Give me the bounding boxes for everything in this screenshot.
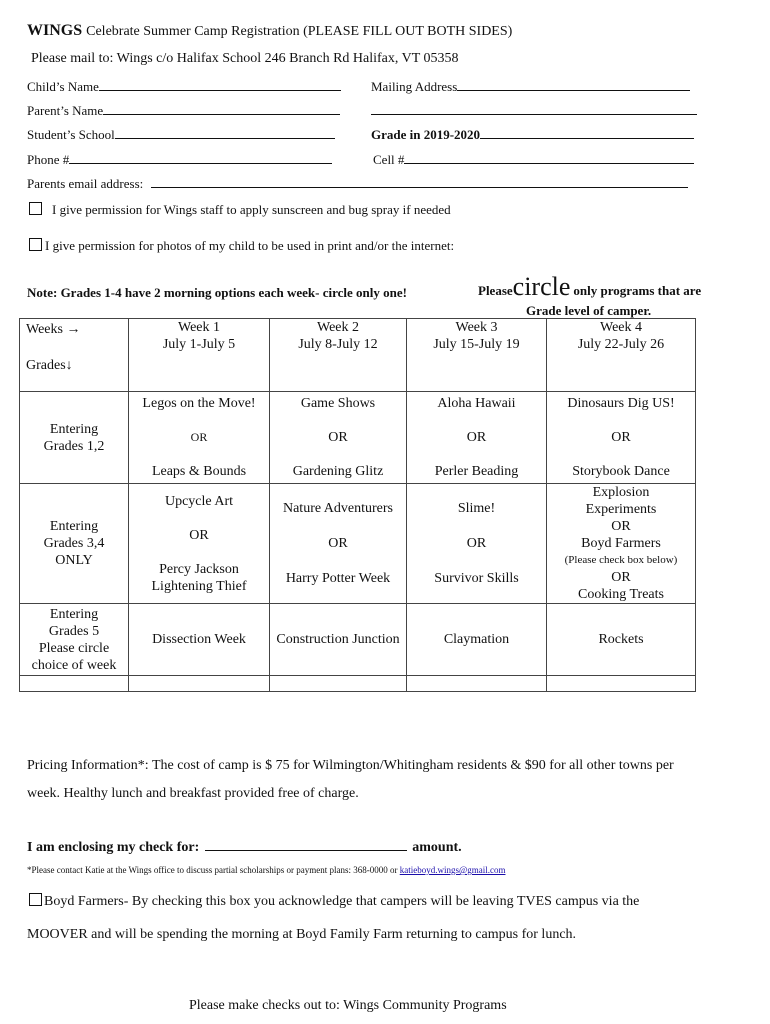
grades-1-2-week-3[interactable] xyxy=(407,392,547,484)
program-legos[interactable]: Legos on the Move! xyxy=(142,396,256,411)
check-amount-field[interactable] xyxy=(27,838,462,856)
photo-permission xyxy=(29,238,454,254)
row2-label-line1: Entering xyxy=(49,519,99,534)
sunscreen-label: I give permission for Wings staff to apply sunscreen and bug spray if needed xyxy=(52,202,451,217)
cell-label: Cell # xyxy=(373,152,405,167)
empty-row xyxy=(20,676,696,692)
mail-to: Please mail to: Wings c/o Halifax School 246 Branch Rd Halifax, VT 05358 xyxy=(31,51,459,66)
only-programs-text: only programs that are xyxy=(573,283,702,298)
program-boyd-farmers[interactable]: Boyd Farmers xyxy=(581,536,661,551)
week-2-dates: July 8-July 12 xyxy=(298,337,378,352)
weeks-label: Weeks → xyxy=(26,322,81,337)
amount-label: amount. xyxy=(412,840,462,855)
week-4-name: Week 4 xyxy=(599,320,643,335)
mailing-address-field[interactable] xyxy=(371,78,690,95)
please-text: Please xyxy=(478,283,513,298)
row2-label-line3: ONLY xyxy=(55,553,93,568)
empty-cell xyxy=(547,676,696,692)
grades-note: Note: Grades 1-4 have 2 morning options each week- circle only one! xyxy=(27,285,407,300)
check-label: I am enclosing my check for: xyxy=(27,840,200,855)
row3-label-line1: Entering xyxy=(49,606,99,622)
grade-field[interactable] xyxy=(371,126,694,143)
or-text: OR xyxy=(611,519,631,534)
phone-label: Phone # xyxy=(27,152,70,167)
phone-field[interactable] xyxy=(27,151,332,168)
child-name-label: Child’s Name xyxy=(27,79,99,94)
or-text: OR xyxy=(328,430,348,445)
program-harry-potter[interactable]: Harry Potter Week xyxy=(285,571,391,586)
program-storybook-dance[interactable]: Storybook Dance xyxy=(572,464,670,479)
empty-cell xyxy=(407,676,547,692)
or-text: OR xyxy=(611,430,631,445)
grade-level-note: Grade level of camper. xyxy=(526,303,652,318)
student-school-field[interactable] xyxy=(27,126,335,143)
or-text: OR xyxy=(466,430,487,445)
program-perler-beading[interactable]: Perler Beading xyxy=(434,464,519,479)
photo-checkbox[interactable] xyxy=(29,238,42,251)
title-rest: Celebrate Summer Camp Registration (PLEASE FILL OUT BOTH SIDES) xyxy=(86,24,513,39)
pricing-line-2: week. Healthy lunch and breakfast provided free of charge. xyxy=(27,786,359,801)
or-text: OR xyxy=(611,570,631,585)
program-slime[interactable]: Slime! xyxy=(457,501,496,516)
empty-cell xyxy=(20,676,129,692)
row3-label-line4: choice of week xyxy=(31,657,117,673)
circle-note xyxy=(478,272,701,302)
program-dinosaurs[interactable]: Dinosaurs Dig US! xyxy=(567,396,675,411)
program-cooking-treats[interactable]: Cooking Treats xyxy=(578,587,664,602)
boyd-acknowledgement xyxy=(29,893,639,910)
grades-3-4-row xyxy=(20,484,696,604)
week-3-name: Week 3 xyxy=(455,320,498,335)
or-text: OR xyxy=(189,527,209,543)
row1-label-line1: Entering xyxy=(49,421,99,437)
week-2-header xyxy=(270,319,407,392)
boyd-checkbox[interactable] xyxy=(29,893,42,906)
mailing-address-line2[interactable] xyxy=(371,102,697,120)
or-text: OR xyxy=(466,536,487,551)
program-upcycle-art[interactable]: Upcycle Art xyxy=(164,493,234,509)
program-claymation[interactable]: Claymation xyxy=(407,604,547,676)
program-explosion[interactable]: Explosion xyxy=(592,485,650,500)
grades-1-2-row xyxy=(20,392,696,484)
week-header-row xyxy=(20,319,696,392)
program-aloha-hawaii[interactable]: Aloha Hawaii xyxy=(437,396,516,411)
grades-label: Grades↓ xyxy=(26,358,73,373)
parent-name-label: Parent’s Name xyxy=(27,103,104,118)
sunscreen-permission xyxy=(29,202,451,218)
circle-word: circle xyxy=(512,272,571,301)
grades-3-4-week-2[interactable] xyxy=(270,484,407,604)
grade-5-label xyxy=(20,604,129,676)
or-text: OR xyxy=(190,430,208,444)
program-survivor-skills[interactable]: Survivor Skills xyxy=(434,571,519,586)
week-1-dates: July 1-July 5 xyxy=(162,337,236,352)
email-field[interactable] xyxy=(27,175,688,192)
grades-1-2-week-2[interactable] xyxy=(270,392,407,484)
row3-label-line2: Grades 5 xyxy=(48,623,100,639)
or-text: OR xyxy=(328,536,348,551)
row2-label-line2: Grades 3,4 xyxy=(43,536,105,551)
week-2-name: Week 2 xyxy=(316,320,360,335)
program-percy-jackson-1[interactable]: Percy Jackson xyxy=(159,561,239,577)
program-nature-adventurers[interactable]: Nature Adventurers xyxy=(282,501,394,516)
program-gardening-glitz[interactable]: Gardening Glitz xyxy=(292,464,384,479)
grades-1-2-week-1[interactable] xyxy=(129,392,270,484)
program-dissection-week[interactable]: Dissection Week xyxy=(129,604,270,676)
cell-field[interactable] xyxy=(373,151,694,168)
program-game-shows[interactable]: Game Shows xyxy=(300,396,376,411)
scholarship-contact xyxy=(27,865,506,875)
grades-1-2-label xyxy=(20,392,129,484)
weeks-grades-corner xyxy=(20,319,129,392)
grade-5-row xyxy=(20,604,696,676)
grades-3-4-week-1[interactable] xyxy=(129,484,270,604)
row3-label-line3: Please circle xyxy=(38,640,110,656)
week-1-name: Week 1 xyxy=(177,320,221,335)
photo-label: I give permission for photos of my child to be used in print and/or the internet: xyxy=(45,238,455,253)
email-label: Parents email address: xyxy=(27,176,144,191)
program-experiments[interactable]: Experiments xyxy=(585,502,657,517)
grades-3-4-label xyxy=(20,484,129,604)
program-construction-junction[interactable]: Construction Junction xyxy=(270,604,407,676)
boyd-line-2: MOOVER and will be spending the morning at Boyd Family Farm returning to campus for lunch. xyxy=(27,927,577,942)
week-4-header xyxy=(547,319,696,392)
grades-3-4-week-3[interactable] xyxy=(407,484,547,604)
program-rockets[interactable]: Rockets xyxy=(547,604,696,676)
mailing-address-label: Mailing Address xyxy=(371,79,458,94)
student-school-label: Student’s School xyxy=(27,127,115,142)
form-title xyxy=(27,22,512,40)
grades-3-4-week-4[interactable] xyxy=(547,484,696,604)
boyd-line-1: Boyd Farmers- By checking this box you acknowledge that campers will be leaving TVES campus via the xyxy=(44,894,640,909)
row1-label-line2: Grades 1,2 xyxy=(43,438,105,454)
boyd-check-note: (Please check box below) xyxy=(564,554,678,566)
empty-cell xyxy=(270,676,407,692)
contact-email-link[interactable]: katieboyd.wings@gmail.com xyxy=(399,865,506,875)
week-4-dates: July 22-July 26 xyxy=(577,337,665,352)
sunscreen-checkbox[interactable] xyxy=(29,202,42,215)
week-3-dates: July 15-July 19 xyxy=(433,337,520,352)
grades-1-2-week-4[interactable] xyxy=(547,392,696,484)
week-3-header xyxy=(407,319,547,392)
pricing-line-1: Pricing Information*: The cost of camp is $ 75 for Wilmington/Whitingham residents & $90 for all other towns per xyxy=(27,758,674,773)
schedule-table xyxy=(19,318,696,692)
title-wings: WINGS xyxy=(27,22,83,39)
grade-label: Grade in 2019-2020 xyxy=(371,127,481,142)
child-name-field[interactable] xyxy=(27,78,341,95)
program-percy-jackson-2[interactable]: Lightening Thief xyxy=(151,578,247,594)
checks-payable: Please make checks out to: Wings Community Programs xyxy=(189,998,507,1013)
parent-name-field[interactable] xyxy=(27,102,340,119)
week-1-header xyxy=(129,319,270,392)
empty-cell xyxy=(129,676,270,692)
program-leaps-bounds[interactable]: Leaps & Bounds xyxy=(151,464,247,479)
contact-text: *Please contact Katie at the Wings office to discuss partial scholarships or payment plans: 368-0000 or xyxy=(27,865,398,875)
